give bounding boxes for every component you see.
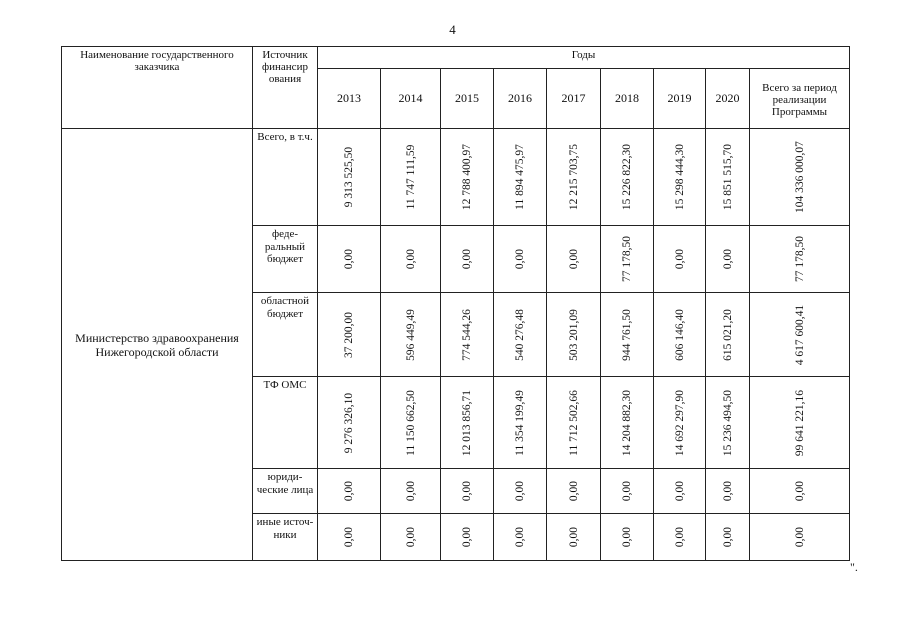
value-cell: [494, 129, 547, 226]
value-cell: [706, 293, 750, 377]
value-text: 0,00: [461, 526, 473, 548]
year-header-2015: 2015: [441, 69, 494, 129]
value-cell: [706, 514, 750, 561]
value-text: 104 336 000,07: [793, 141, 806, 213]
source-cell: областной бюджет: [253, 293, 318, 377]
value-text: 0,00: [567, 480, 580, 502]
value-cell: [654, 514, 706, 561]
value-cell: [441, 377, 494, 469]
value-cell: [381, 293, 441, 377]
value-text: 14 692 297,90: [673, 389, 686, 456]
value-cell: [381, 377, 441, 469]
value-text: 0,00: [721, 526, 734, 548]
value-text: 0,00: [343, 526, 355, 548]
value-text: 0,00: [567, 526, 580, 548]
page-number: 4: [449, 22, 456, 37]
value-cell: [547, 469, 601, 514]
value-cell: [494, 226, 547, 293]
value-cell: [654, 293, 706, 377]
value-text: 596 449,49: [404, 308, 417, 361]
value-cell: [318, 377, 381, 469]
value-text: 15 298 444,30: [673, 143, 686, 211]
value-cell: [441, 129, 494, 226]
value-cell: [601, 469, 654, 514]
value-text: 615 021,20: [721, 308, 734, 361]
value-text: 0,00: [461, 248, 473, 270]
value-cell: [494, 293, 547, 377]
value-text: 12 788 400,97: [461, 143, 473, 211]
value-text: 14 204 882,30: [621, 389, 633, 456]
value-text: 9 313 525,50: [343, 146, 355, 208]
value-text: 12 215 703,75: [567, 143, 580, 211]
value-cell: [547, 129, 601, 226]
value-text: 0,00: [673, 480, 686, 502]
value-text: 11 150 662,50: [404, 389, 417, 456]
total-value-cell: [750, 377, 850, 469]
value-text: 944 761,50: [621, 308, 633, 361]
value-text: 0,00: [404, 248, 417, 270]
value-cell: [706, 129, 750, 226]
value-cell: [381, 129, 441, 226]
source-cell: Всего, в т.ч.: [253, 129, 318, 226]
value-text: 0,00: [404, 480, 417, 502]
source-cell: иные источ- ники: [253, 514, 318, 561]
year-header-2014: 2014: [381, 69, 441, 129]
value-cell: [706, 469, 750, 514]
value-text: 11 747 111,59: [404, 144, 417, 210]
value-cell: [547, 514, 601, 561]
year-header-2016: 2016: [494, 69, 547, 129]
customer-name: Министерство здравоохранения Нижегородской области: [62, 129, 253, 561]
value-cell: [441, 469, 494, 514]
total-header: Всего за период реализации Программы: [750, 69, 850, 129]
value-cell: [601, 293, 654, 377]
source-header: Источник финансир ования: [253, 47, 318, 129]
value-cell: [494, 377, 547, 469]
value-cell: [318, 469, 381, 514]
value-cell: [318, 129, 381, 226]
value-text: 4 617 600,41: [793, 304, 806, 365]
value-text: 77 178,50: [621, 236, 633, 282]
value-cell: [654, 226, 706, 293]
value-text: 11 712 502,66: [567, 389, 580, 456]
value-cell: [441, 514, 494, 561]
value-text: 0,00: [567, 248, 580, 270]
value-text: 9 276 326,10: [343, 392, 355, 453]
value-cell: [547, 293, 601, 377]
value-text: 12 013 856,71: [461, 389, 473, 456]
value-cell: [494, 514, 547, 561]
year-header-2013: 2013: [318, 69, 381, 129]
total-value-cell: [750, 226, 850, 293]
years-header: Годы: [318, 47, 850, 69]
value-text: 774 544,26: [461, 308, 473, 361]
value-text: 0,00: [673, 248, 686, 270]
value-text: 0,00: [721, 248, 734, 270]
value-cell: [441, 226, 494, 293]
value-text: 0,00: [514, 480, 526, 502]
source-cell: ТФ ОМС: [253, 377, 318, 469]
value-cell: [547, 226, 601, 293]
value-cell: [601, 514, 654, 561]
value-text: 77 178,50: [793, 236, 806, 282]
value-cell: [381, 469, 441, 514]
value-text: 0,00: [514, 526, 526, 548]
value-text: 0,00: [721, 480, 734, 502]
value-cell: [706, 226, 750, 293]
value-text: 0,00: [621, 480, 633, 502]
value-cell: [318, 293, 381, 377]
total-value-cell: [750, 469, 850, 514]
total-value-cell: [750, 514, 850, 561]
value-text: 0,00: [793, 480, 806, 502]
value-text: 99 641 221,16: [793, 389, 806, 456]
value-text: 15 236 494,50: [721, 389, 734, 456]
value-text: 0,00: [343, 248, 355, 270]
value-text: 11 894 475,97: [514, 144, 526, 210]
value-text: 0,00: [673, 526, 686, 548]
year-header-2019: 2019: [654, 69, 706, 129]
value-text: 540 276,48: [514, 308, 526, 361]
value-cell: [601, 226, 654, 293]
value-cell: [601, 377, 654, 469]
value-cell: [318, 226, 381, 293]
value-cell: [318, 514, 381, 561]
value-cell: [381, 226, 441, 293]
value-text: 606 146,40: [673, 308, 686, 361]
year-header-2017: 2017: [547, 69, 601, 129]
value-text: 0,00: [461, 480, 473, 502]
value-cell: [706, 377, 750, 469]
year-header-2018: 2018: [601, 69, 654, 129]
value-text: 15 851 515,70: [721, 143, 734, 211]
value-text: 0,00: [343, 480, 355, 502]
value-cell: [441, 293, 494, 377]
total-value-cell: [750, 293, 850, 377]
value-cell: [601, 129, 654, 226]
value-text: 503 201,09: [567, 308, 580, 361]
financing-table: [61, 46, 850, 561]
value-cell: [654, 129, 706, 226]
value-text: 0,00: [621, 526, 633, 548]
source-cell: юриди- ческие лица: [253, 469, 318, 514]
total-value-cell: [750, 129, 850, 226]
value-cell: [381, 514, 441, 561]
value-text: 37 200,00: [343, 311, 355, 358]
value-text: 15 226 822,30: [621, 143, 633, 211]
year-header-2020: 2020: [706, 69, 750, 129]
value-text: 0,00: [404, 526, 417, 548]
value-cell: [654, 469, 706, 514]
customer-header: Наименование государственного заказчика: [62, 47, 253, 129]
value-cell: [494, 469, 547, 514]
value-text: 0,00: [514, 248, 526, 270]
value-text: 0,00: [793, 526, 806, 548]
value-cell: [654, 377, 706, 469]
value-cell: [547, 377, 601, 469]
source-cell: феде- ральный бюджет: [253, 226, 318, 293]
value-text: 11 354 199,49: [514, 389, 526, 456]
closing-quote: ".: [850, 560, 858, 574]
